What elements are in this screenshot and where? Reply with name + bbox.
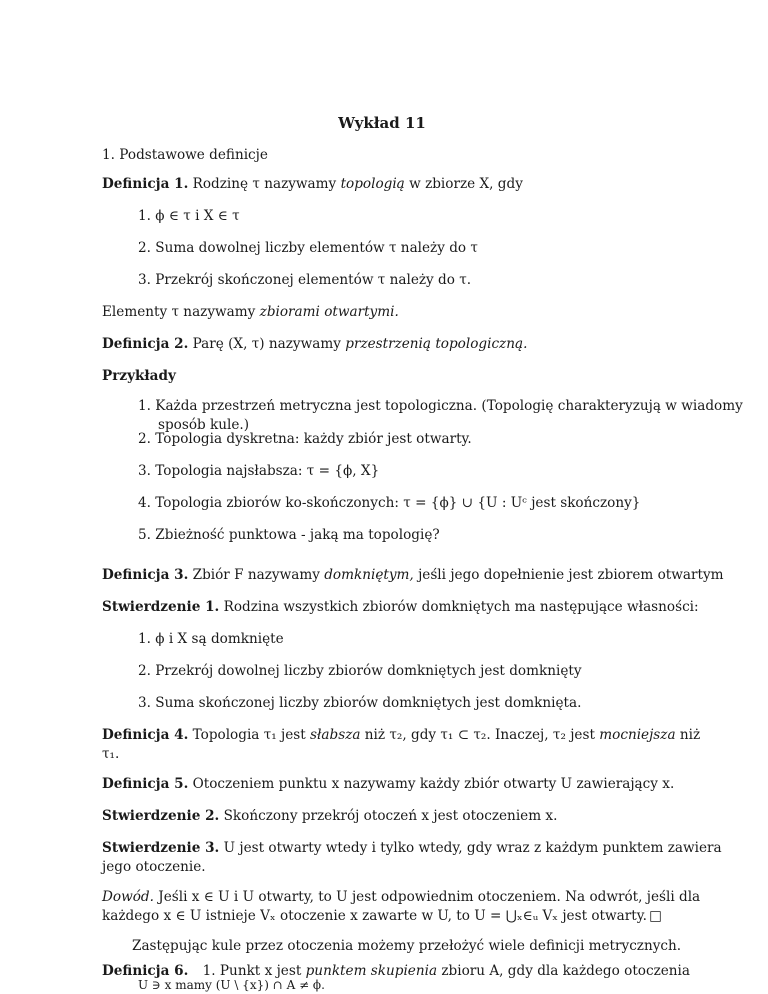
statement-1-item-1: 1. ϕ i X są domknięte bbox=[138, 631, 284, 647]
definition-3-post: jeśli jego dopełnienie jest zbiorem otwartym bbox=[418, 567, 724, 583]
example-5: 5. Zbieżność punktowa - jaką ma topologię? bbox=[138, 527, 440, 543]
definition-1-item-3: 3. Przekrój skończonej elementów τ należy do τ. bbox=[138, 272, 472, 288]
statement-2 bbox=[102, 807, 557, 826]
open-sets-sentence bbox=[102, 303, 399, 322]
definition-6-post: zbioru A, gdy dla każdego otoczenia bbox=[441, 963, 690, 979]
definition-3-term: domkniętym, bbox=[324, 567, 414, 583]
proof-line-1 bbox=[102, 888, 700, 907]
definition-5-text: Otoczeniem punktu x nazywamy każdy zbiór otwarty U zawierający x. bbox=[192, 776, 675, 792]
definition-2-term: przestrzenią topologiczną. bbox=[345, 336, 528, 352]
example-2: 2. Topologia dyskretna: każdy zbiór jest otwarty. bbox=[138, 431, 472, 447]
example-4: 4. Topologia zbiorów ko-skończonych: τ = {ϕ} ∪ {U : Uᶜ jest skończony} bbox=[138, 495, 641, 511]
definition-1-post: w zbiorze X, gdy bbox=[409, 176, 523, 192]
definition-6-pre: 1. Punkt x jest bbox=[202, 963, 302, 979]
statement-1-head: Stwierdzenie 1. bbox=[102, 599, 220, 615]
definition-5-head: Definicja 5. bbox=[102, 776, 189, 792]
statement-3-text: U jest otwarty wtedy i tylko wtedy, gdy wraz z każdym punktem zawiera bbox=[223, 840, 722, 856]
statement-3-head: Stwierdzenie 3. bbox=[102, 840, 220, 856]
definition-4-post: niż bbox=[679, 727, 701, 743]
example-1-line-1: 1. Każda przestrzeń metryczna jest topologiczna. (Topologię charakteryzują w wiadomy bbox=[138, 398, 743, 414]
definition-4-term-1: słabsza bbox=[310, 727, 361, 743]
proof-text-1: Jeśli x ∈ U i U otwarty, to U jest odpowiednim otoczeniem. Na odwrót, jeśli dla bbox=[158, 889, 701, 905]
statement-1-item-3: 3. Suma skończonej liczby zbiorów domkniętych jest domknięta. bbox=[138, 695, 582, 711]
statement-1-item-2: 2. Przekrój dowolnej liczby zbiorów domkniętych jest domknięty bbox=[138, 663, 582, 679]
definition-3-head: Definicja 3. bbox=[102, 567, 189, 583]
definition-1-term: topologią bbox=[340, 176, 405, 192]
proof-text-2: każdego x ∈ U istnieje Vₓ otoczenie x zawarte w U, to U = ⋃ₓ∈ᵤ Vₓ jest otwarty. bbox=[102, 908, 647, 924]
definition-2 bbox=[102, 335, 527, 354]
open-sets-pre: Elementy τ nazywamy bbox=[102, 304, 256, 320]
statement-1-text: Rodzina wszystkich zbiorów domkniętych ma następujące własności: bbox=[223, 599, 699, 615]
statement-2-head: Stwierdzenie 2. bbox=[102, 808, 220, 824]
section-heading: 1. Podstawowe definicje bbox=[102, 147, 268, 163]
definition-4-mid: niż τ₂, gdy τ₁ ⊂ τ₂. Inaczej, τ₂ jest bbox=[364, 727, 595, 743]
qed-symbol: □ bbox=[649, 908, 662, 924]
remark: Zastępując kule przez otoczenia możemy przełożyć wiele definicji metrycznych. bbox=[132, 938, 682, 954]
statement-2-text: Skończony przekrój otoczeń x jest otoczeniem x. bbox=[223, 808, 558, 824]
lecture-title: Wykład 11 bbox=[338, 114, 426, 132]
definition-2-pre: Parę (X, τ) nazywamy bbox=[192, 336, 341, 352]
definition-6-head: Definicja 6. bbox=[102, 963, 189, 979]
definition-4-term-2: mocniejsza bbox=[599, 727, 676, 743]
definition-4-head: Definicja 4. bbox=[102, 727, 189, 743]
definition-1-item-1: 1. ϕ ∈ τ i X ∈ τ bbox=[138, 208, 240, 224]
example-3: 3. Topologia najsłabsza: τ = {ϕ, X} bbox=[138, 463, 380, 479]
statement-3-line-2: jego otoczenie. bbox=[102, 859, 206, 875]
definition-1-head: Definicja 1. bbox=[102, 176, 189, 192]
definition-4-pre: Topologia τ₁ jest bbox=[192, 727, 306, 743]
open-sets-term: zbiorami otwartymi. bbox=[259, 304, 399, 320]
definition-4-line-1 bbox=[102, 726, 700, 745]
definition-3 bbox=[102, 566, 724, 585]
definition-6-line-2: U ∋ x mamy (U \ {x}) ∩ A ≠ ϕ. bbox=[138, 978, 325, 992]
statement-1 bbox=[102, 598, 699, 617]
definition-3-pre: Zbiór F nazywamy bbox=[192, 567, 320, 583]
definition-5 bbox=[102, 775, 674, 794]
statement-3-line-1 bbox=[102, 839, 722, 858]
definition-2-head: Definicja 2. bbox=[102, 336, 189, 352]
examples-heading: Przykłady bbox=[102, 368, 176, 384]
definition-1-pre: Rodzinę τ nazywamy bbox=[192, 176, 337, 192]
proof-head: Dowód. bbox=[102, 889, 154, 905]
definition-4-line-2: τ₁. bbox=[102, 746, 120, 762]
definition-6-term: punktem skupienia bbox=[305, 963, 438, 979]
proof-line-2 bbox=[102, 907, 662, 926]
example-1-line-2: sposób kule.) bbox=[158, 417, 250, 433]
definition-1 bbox=[102, 175, 523, 194]
definition-1-item-2: 2. Suma dowolnej liczby elementów τ należy do τ bbox=[138, 240, 478, 256]
